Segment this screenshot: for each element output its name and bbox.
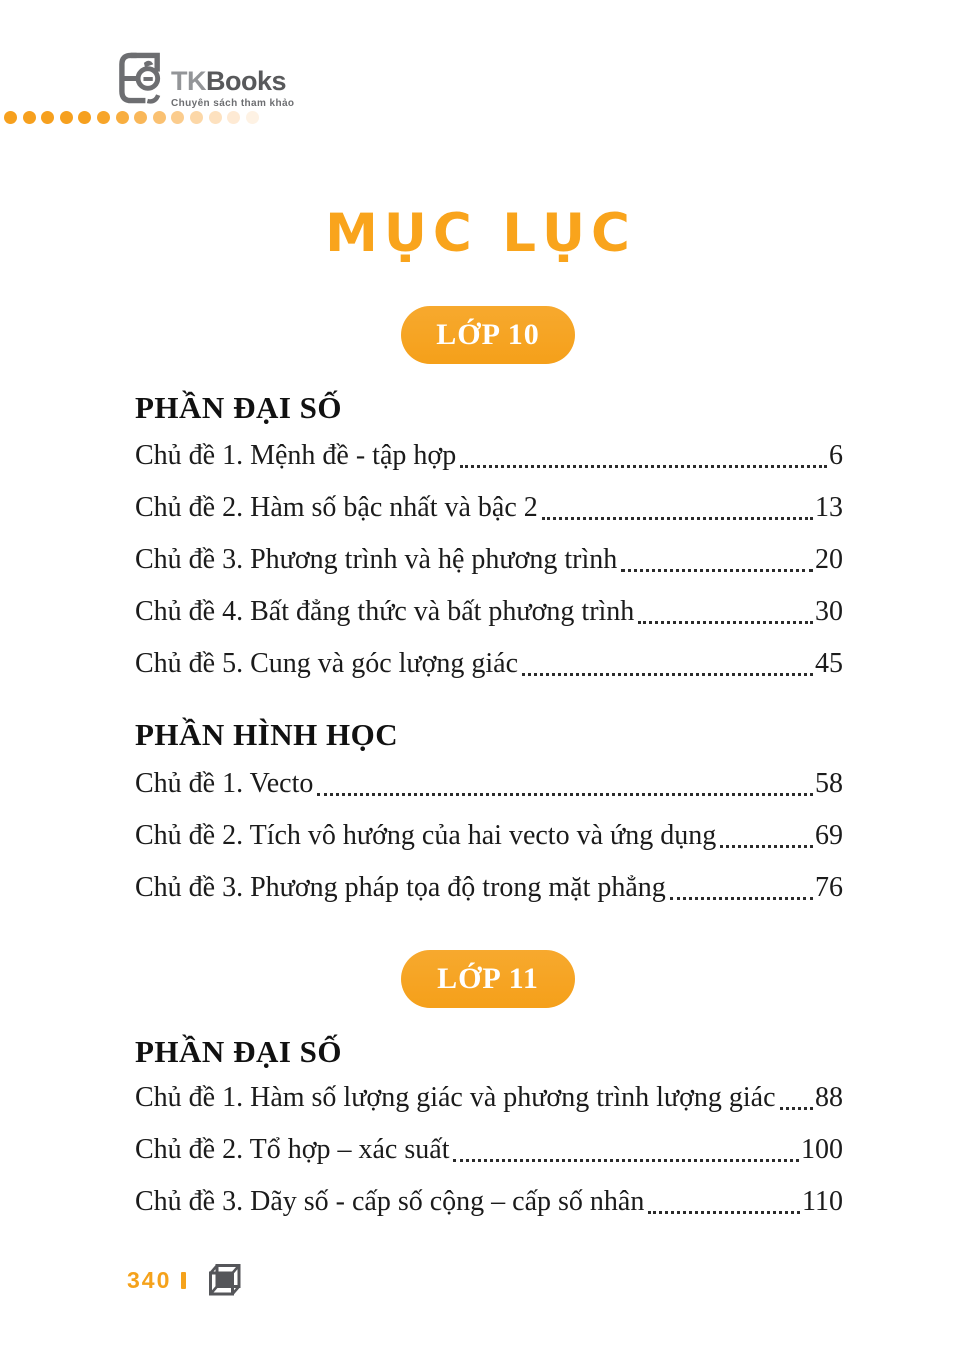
toc-entry bbox=[135, 534, 843, 586]
toc-entry bbox=[135, 638, 843, 690]
dot-leader bbox=[542, 517, 813, 520]
logo-text bbox=[171, 68, 294, 109]
book-swirl-icon bbox=[117, 51, 166, 106]
header-dot bbox=[23, 111, 36, 124]
tkbooks-logo bbox=[117, 51, 294, 109]
footer-divider-bar bbox=[181, 1272, 186, 1289]
header-dot bbox=[153, 111, 166, 124]
toc-entry-page: 20 bbox=[815, 544, 843, 575]
toc-entry bbox=[135, 810, 843, 862]
toc-entry-label: Chủ đề 2. Hàm số bậc nhất và bậc 2 bbox=[135, 492, 538, 523]
toc-entry bbox=[135, 1176, 843, 1228]
toc-entry-label: Chủ đề 2. Tổ hợp – xác suất bbox=[135, 1134, 450, 1165]
toc-entry bbox=[135, 586, 843, 638]
brand-tagline: Chuyên sách tham khảo bbox=[171, 98, 295, 109]
toc-entry-label: Chủ đề 2. Tích vô hướng của hai vecto và ứng dụng bbox=[135, 820, 717, 851]
dot-leader bbox=[460, 465, 827, 468]
toc-entry-label: Chủ đề 1. Mệnh đề - tập hợp bbox=[135, 440, 457, 471]
page-footer bbox=[127, 1261, 243, 1299]
toc-entry bbox=[135, 430, 843, 482]
dot-leader bbox=[453, 1159, 799, 1162]
toc-entry-label: Chủ đề 3. Dãy số - cấp số cộng – cấp số nhân bbox=[135, 1186, 645, 1217]
toc-entry bbox=[135, 1124, 843, 1176]
section-heading-dai-so-10: PHẦN ĐẠI SỐ bbox=[135, 390, 343, 425]
dot-leader bbox=[670, 897, 813, 900]
header-dot bbox=[227, 111, 240, 124]
toc-entry bbox=[135, 758, 843, 810]
toc-entry-page: 76 bbox=[815, 872, 843, 903]
dot-leader bbox=[780, 1107, 813, 1110]
header-dot bbox=[60, 111, 73, 124]
toc-entry-page: 110 bbox=[802, 1186, 843, 1217]
toc-entry-page: 13 bbox=[815, 492, 843, 523]
toc-list-dai-so-10 bbox=[135, 430, 843, 690]
toc-entry-label: Chủ đề 4. Bất đẳng thức và bất phương trình bbox=[135, 596, 635, 627]
header-dot bbox=[209, 111, 222, 124]
brand-name bbox=[171, 66, 286, 96]
dot-leader bbox=[638, 621, 813, 624]
toc-entry-label: Chủ đề 5. Cung và góc lượng giác bbox=[135, 648, 519, 679]
toc-entry-page: 30 bbox=[815, 596, 843, 627]
dot-leader bbox=[621, 569, 813, 572]
toc-entry-page: 6 bbox=[829, 440, 843, 471]
header-dot bbox=[78, 111, 91, 124]
toc-entry-page: 69 bbox=[815, 820, 843, 851]
toc-entry-page: 88 bbox=[815, 1082, 843, 1113]
toc-entry-label: Chủ đề 3. Phương trình và hệ phương trình bbox=[135, 544, 618, 575]
dot-leader bbox=[522, 673, 813, 676]
toc-entry bbox=[135, 1072, 843, 1124]
toc-entry-label: Chủ đề 1. Hàm số lượng giác và phương trình lượng giác bbox=[135, 1082, 776, 1113]
cube-icon bbox=[207, 1262, 243, 1298]
brand-tk: TK bbox=[171, 66, 206, 96]
dot-leader bbox=[317, 793, 813, 796]
toc-entry-label: Chủ đề 3. Phương pháp tọa độ trong mặt phẳng bbox=[135, 872, 666, 903]
toc-entry-page: 45 bbox=[815, 648, 843, 679]
header-dot bbox=[246, 111, 259, 124]
toc-list-dai-so-11 bbox=[135, 1072, 843, 1228]
page-title: MỤC LỤC bbox=[325, 203, 636, 264]
brand-books: Books bbox=[206, 66, 287, 96]
toc-list-hinh-hoc-10 bbox=[135, 758, 843, 914]
header-dot bbox=[116, 111, 129, 124]
toc-entry-page: 58 bbox=[815, 768, 843, 799]
dot-leader bbox=[648, 1211, 800, 1214]
header-dots bbox=[4, 111, 259, 124]
toc-entry-label: Chủ đề 1. Vecto bbox=[135, 768, 314, 799]
header-dot bbox=[171, 111, 184, 124]
dot-leader bbox=[720, 845, 813, 848]
header-dot bbox=[4, 111, 17, 124]
toc-entry bbox=[135, 482, 843, 534]
toc-entry-page: 100 bbox=[801, 1134, 843, 1165]
toc-entry bbox=[135, 862, 843, 914]
section-heading-hinh-hoc-10: PHẦN HÌNH HỌC bbox=[135, 717, 399, 752]
header-dot bbox=[134, 111, 147, 124]
footer-page-number: 340 bbox=[127, 1266, 172, 1293]
header-dot bbox=[190, 111, 203, 124]
header-dot bbox=[41, 111, 54, 124]
section-heading-dai-so-11: PHẦN ĐẠI SỐ bbox=[135, 1034, 343, 1069]
grade-badge-lop-10: LỚP 10 bbox=[401, 306, 575, 364]
header-dot bbox=[97, 111, 110, 124]
grade-badge-lop-11: LỚP 11 bbox=[401, 950, 575, 1008]
